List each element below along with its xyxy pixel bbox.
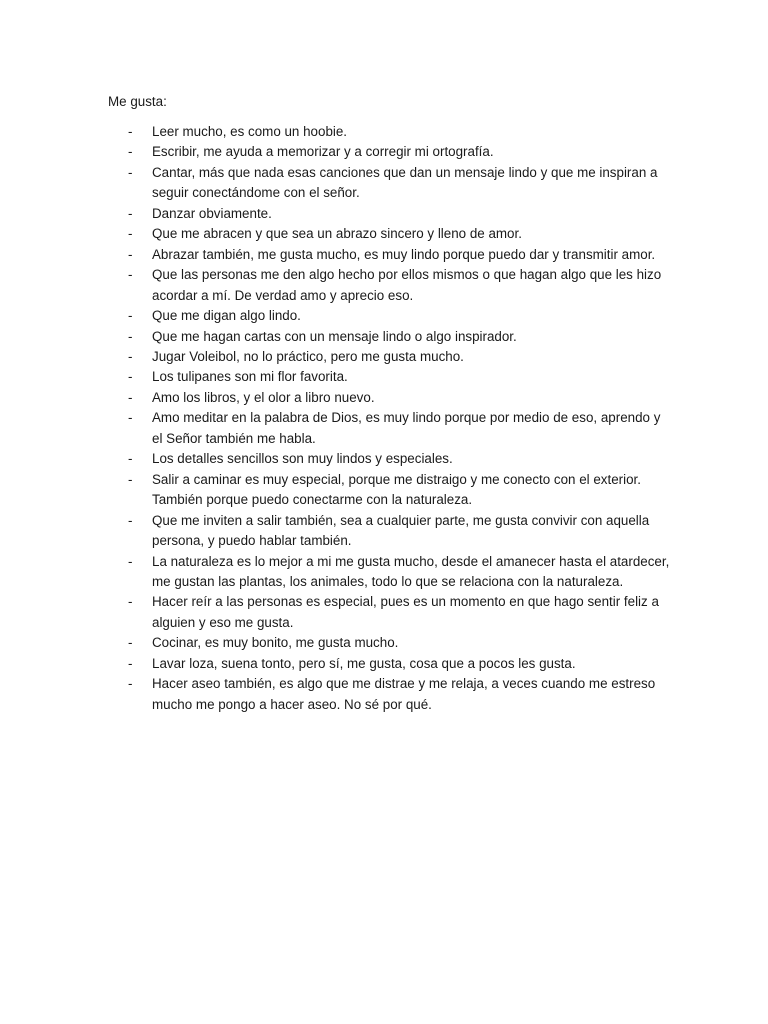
list-bullet: - [128, 676, 133, 692]
list-bullet: - [128, 267, 133, 283]
list-item [128, 511, 673, 552]
list-bullet: - [128, 389, 133, 405]
list-item-text: Que me inviten a salir también, sea a cualquier parte, me gusta convivir con aquella persona, y puedo hablar también. [152, 512, 650, 549]
list-item [128, 470, 673, 511]
list-item-text: Que me hagan cartas con un mensaje lindo o algo inspirador. [152, 328, 517, 344]
list-item [128, 367, 673, 387]
list-item [128, 674, 673, 715]
list-item-text: Salir a caminar es muy especial, porque me distraigo y me conecto con el exterior. También porque puedo conectarme con la naturaleza. [152, 471, 641, 508]
list-item-text: Escribir, me ayuda a memorizar y a corregir mi ortografía. [152, 144, 494, 160]
list-bullet: - [128, 308, 133, 324]
list-item-text: Leer mucho, es como un hoobie. [152, 124, 348, 139]
list-item-text: Cocinar, es muy bonito, me gusta mucho. [152, 635, 399, 651]
list-item-text: Amo los libros, y el olor a libro nuevo. [152, 389, 375, 405]
likes-list [128, 122, 673, 715]
list-item [128, 633, 673, 653]
list-item [128, 245, 673, 265]
list-item [128, 347, 673, 367]
list-item-text: Que me abracen y que sea un abrazo sincero y lleno de amor. [152, 226, 522, 242]
list-item-text: Lavar loza, suena tonto, pero sí, me gusta, cosa que a pocos les gusta. [152, 655, 576, 671]
list-bullet: - [128, 369, 133, 385]
list-item-text: Amo meditar en la palabra de Dios, es muy lindo porque por medio de eso, aprendo y el Señor también me habla. [152, 410, 661, 446]
list-bullet: - [128, 124, 133, 139]
list-item-text: Que las personas me den algo hecho por ellos mismos o que hagan algo que les hizo acordar a mí. De verdad amo y aprecio eso. [152, 267, 662, 303]
list-item [128, 449, 673, 469]
list-bullet: - [128, 451, 133, 467]
list-bullet: - [128, 164, 133, 180]
list-bullet: - [128, 246, 133, 262]
list-bullet: - [128, 205, 133, 221]
list-bullet: - [128, 410, 133, 426]
list-item [128, 142, 673, 162]
list-item [128, 122, 673, 142]
list-bullet: - [128, 635, 133, 651]
list-item-text: Abrazar también, me gusta mucho, es muy lindo porque puedo dar y transmitir amor. [152, 246, 656, 262]
list-bullet: - [128, 512, 133, 528]
list-item-text: Hacer reír a las personas es especial, pues es un momento en que hago sentir feliz a alguien y eso me gusta. [152, 594, 659, 630]
list-item-text: La naturaleza es lo mejor a mi me gusta mucho, desde el amanecer hasta el atardecer, me gustan las plantas, los animales, todo lo que se relaciona con la naturaleza. [152, 553, 670, 589]
list-bullet: - [128, 226, 133, 242]
list-bullet: - [128, 144, 133, 160]
list-item-text: Los detalles sencillos son muy lindos y especiales. [152, 451, 453, 467]
list-item [128, 306, 673, 326]
list-item-text: Hacer aseo también, es algo que me distrae y me relaja, a veces cuando me estreso mucho me pongo a hacer aseo. No sé por qué. [152, 676, 656, 712]
list-bullet: - [128, 471, 133, 487]
list-item [128, 265, 673, 306]
list-item [128, 592, 673, 633]
list-item [128, 408, 673, 449]
list-item [128, 552, 673, 593]
list-item [128, 654, 673, 674]
list-item-text: Danzar obviamente. [152, 205, 272, 221]
list-bullet: - [128, 594, 133, 610]
list-item-text: Jugar Voleibol, no lo práctico, pero me gusta mucho. [152, 348, 464, 364]
list-item [128, 224, 673, 244]
list-item [128, 204, 673, 224]
list-item-text: Los tulipanes son mi flor favorita. [152, 369, 348, 385]
list-bullet: - [128, 348, 133, 364]
list-item-text: Cantar, más que nada esas canciones que dan un mensaje lindo y que me inspiran a seguir conectándome con el señor. [152, 164, 658, 201]
list-item [128, 327, 673, 347]
list-bullet: - [128, 655, 133, 671]
list-item-text: Que me digan algo lindo. [152, 308, 301, 324]
list-bullet: - [128, 328, 133, 344]
list-item [128, 388, 673, 408]
document-heading: Me gusta: [108, 94, 167, 109]
list-bullet: - [128, 553, 133, 569]
list-item [128, 163, 673, 204]
